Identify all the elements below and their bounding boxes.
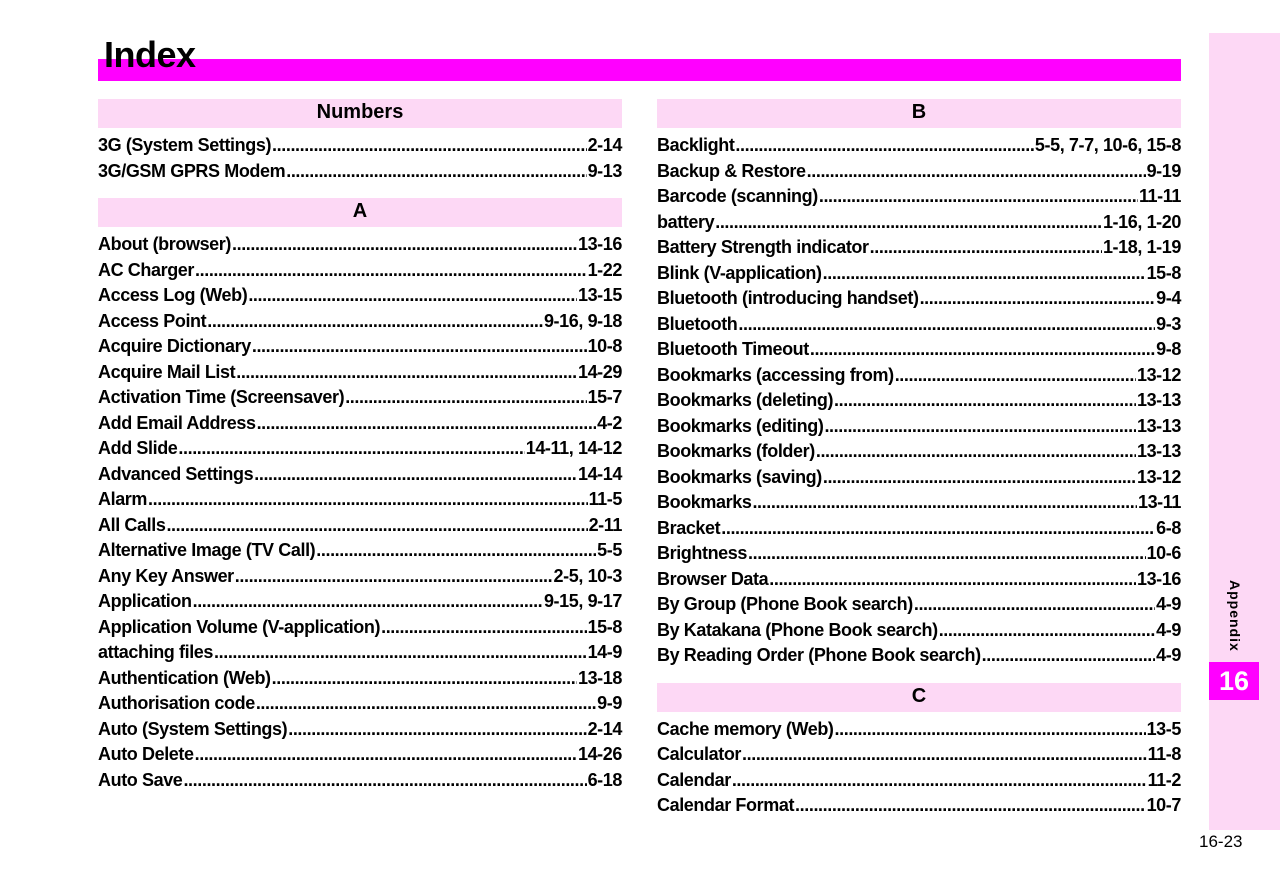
index-pages: 1-16, 1-20 — [1102, 211, 1181, 232]
index-pages: 13-13 — [1136, 390, 1181, 410]
leader-dots — [835, 717, 1146, 743]
index-term: Auto Save — [98, 769, 183, 790]
index-term: Bookmarks (editing) — [657, 415, 824, 436]
leader-dots — [920, 286, 1156, 312]
index-entry — [657, 717, 1181, 743]
index-entry — [657, 490, 1181, 516]
index-entry — [657, 414, 1181, 440]
index-entry — [98, 589, 622, 615]
index-term: Bookmarks — [657, 492, 752, 512]
index-term: Barcode (scanning) — [657, 186, 818, 206]
index-entry — [657, 337, 1181, 363]
index-term: Backup & Restore — [657, 160, 806, 181]
index-term: Acquire Mail List — [98, 361, 236, 382]
index-entry — [98, 487, 622, 513]
index-term: Bluetooth Timeout — [657, 339, 809, 359]
index-term: Battery Strength indicator — [657, 237, 869, 257]
leader-dots — [715, 210, 1102, 236]
index-entry — [98, 513, 622, 539]
index-pages: 10-8 — [587, 336, 622, 356]
leader-dots — [183, 768, 586, 794]
index-term: By Reading Order (Phone Book search) — [657, 645, 981, 665]
index-entry — [657, 618, 1181, 644]
index-entry — [98, 640, 622, 666]
index-entry — [98, 462, 622, 488]
index-term: 3G/GSM GPRS Modem — [98, 160, 286, 181]
leader-dots — [381, 615, 586, 641]
leader-dots — [982, 643, 1156, 669]
index-pages: 9-8 — [1156, 339, 1181, 359]
index-entry — [657, 793, 1181, 819]
leader-dots — [752, 490, 1137, 516]
leader-dots — [193, 589, 543, 615]
leader-dots — [195, 742, 577, 768]
leader-dots — [819, 184, 1138, 210]
leader-dots — [272, 666, 577, 692]
index-term: Bookmarks (accessing from) — [657, 364, 894, 385]
index-entry — [98, 258, 622, 284]
index-pages: 11-2 — [1147, 769, 1181, 790]
index-term: Backlight — [657, 135, 735, 155]
chapter-side-tab — [1209, 33, 1280, 830]
index-pages: 13-18 — [577, 667, 622, 688]
index-column-right — [657, 99, 1181, 819]
leader-dots — [288, 717, 586, 743]
section-spacer — [657, 669, 1181, 683]
leader-dots — [823, 465, 1136, 491]
leader-dots — [248, 283, 577, 309]
leader-dots — [252, 334, 587, 360]
leader-dots — [870, 235, 1102, 261]
index-term: Calendar — [657, 769, 731, 790]
index-pages: 5-5, 7-7, 10-6, 15-8 — [1034, 135, 1181, 155]
chapter-label: Appendix — [1227, 580, 1243, 652]
index-entry — [98, 691, 622, 717]
index-pages: 9-13 — [587, 160, 622, 181]
index-term: Add Slide — [98, 438, 178, 458]
index-entry — [98, 538, 622, 564]
index-column-left — [98, 99, 622, 793]
index-entry — [657, 286, 1181, 312]
index-term: Auto Delete — [98, 744, 194, 764]
index-pages: 14-11, 14-12 — [525, 438, 622, 458]
index-entry — [657, 133, 1181, 159]
index-term: Bookmarks (saving) — [657, 466, 822, 487]
index-entry — [98, 411, 622, 437]
leader-dots — [742, 742, 1147, 768]
index-pages: 13-12 — [1136, 364, 1181, 385]
index-entry — [98, 334, 622, 360]
index-pages: 10-6 — [1146, 543, 1181, 563]
page-title: Index — [104, 34, 196, 75]
leader-dots — [345, 385, 586, 411]
leader-dots — [738, 312, 1155, 338]
index-entry — [657, 388, 1181, 414]
index-entry — [657, 592, 1181, 618]
index-entry — [657, 184, 1181, 210]
index-pages: 13-13 — [1136, 415, 1181, 436]
leader-dots — [316, 538, 596, 564]
index-entry — [657, 567, 1181, 593]
index-term: Application Volume (V-application) — [98, 616, 381, 637]
index-term: Calculator — [657, 744, 742, 764]
leader-dots — [895, 363, 1136, 389]
index-pages: 5-5 — [597, 540, 622, 560]
section-heading: C — [657, 683, 1181, 712]
index-pages: 9-15, 9-17 — [543, 591, 622, 611]
index-term: 3G (System Settings) — [98, 135, 272, 155]
index-term: Authentication (Web) — [98, 667, 271, 688]
index-entry — [98, 768, 622, 794]
leader-dots — [257, 411, 597, 437]
index-entry — [98, 742, 622, 768]
leader-dots — [214, 640, 587, 666]
index-pages: 4-9 — [1156, 645, 1181, 665]
leader-dots — [823, 261, 1146, 287]
leader-dots — [769, 567, 1136, 593]
index-pages: 9-3 — [1156, 313, 1181, 334]
index-pages: 14-29 — [577, 361, 622, 382]
leader-dots — [735, 133, 1033, 159]
index-pages: 1-18, 1-19 — [1102, 237, 1181, 257]
index-pages: 2-5, 10-3 — [553, 565, 622, 586]
leader-dots — [748, 541, 1146, 567]
leader-dots — [235, 564, 553, 590]
index-term: Bluetooth — [657, 313, 738, 334]
section-heading: Numbers — [98, 99, 622, 128]
index-entry — [657, 541, 1181, 567]
index-entry — [98, 385, 622, 411]
index-entry — [657, 235, 1181, 261]
index-pages: 1-22 — [587, 259, 622, 280]
index-entry — [657, 768, 1181, 794]
index-entry — [657, 516, 1181, 542]
leader-dots — [721, 516, 1155, 542]
section-heading: A — [98, 198, 622, 227]
index-pages: 2-14 — [587, 135, 622, 155]
index-pages: 10-7 — [1146, 795, 1181, 815]
index-entry — [98, 309, 622, 335]
index-pages: 6-8 — [1156, 517, 1181, 538]
index-pages: 13-16 — [1136, 568, 1181, 589]
section-spacer — [98, 184, 622, 198]
index-entry — [657, 159, 1181, 185]
leader-dots — [939, 618, 1155, 644]
index-term: Auto (System Settings) — [98, 718, 288, 739]
index-pages: 9-9 — [597, 693, 622, 713]
index-pages: 13-16 — [577, 234, 622, 254]
leader-dots — [178, 436, 524, 462]
index-pages: 11-8 — [1147, 744, 1181, 764]
leader-dots — [232, 232, 577, 258]
leader-dots — [256, 691, 596, 717]
leader-dots — [286, 159, 586, 185]
index-term: By Group (Phone Book search) — [657, 594, 913, 614]
index-term: Browser Data — [657, 568, 769, 589]
index-term: Any Key Answer — [98, 565, 234, 586]
index-entry — [98, 436, 622, 462]
index-pages: 4-9 — [1156, 594, 1181, 614]
leader-dots — [834, 388, 1136, 414]
index-entry — [98, 666, 622, 692]
index-pages: 2-14 — [587, 718, 622, 739]
index-pages: 9-19 — [1146, 160, 1181, 181]
index-entry — [98, 564, 622, 590]
leader-dots — [254, 462, 577, 488]
index-pages: 2-11 — [588, 514, 622, 535]
index-entry — [657, 210, 1181, 236]
index-entry — [657, 643, 1181, 669]
index-term: Access Point — [98, 310, 207, 331]
index-term: Brightness — [657, 543, 748, 563]
index-pages: 14-26 — [577, 744, 622, 764]
index-pages: 14-14 — [577, 463, 622, 484]
index-term: Calendar Format — [657, 795, 795, 815]
index-term: Alternative Image (TV Call) — [98, 540, 316, 560]
leader-dots — [816, 439, 1136, 465]
leader-dots — [166, 513, 587, 539]
index-term: Cache memory (Web) — [657, 718, 834, 739]
index-entry — [657, 312, 1181, 338]
index-term: AC Charger — [98, 259, 195, 280]
leader-dots — [148, 487, 588, 513]
chapter-number: 16 — [1209, 662, 1259, 700]
index-entry — [657, 261, 1181, 287]
leader-dots — [914, 592, 1155, 618]
index-term: attaching files — [98, 642, 214, 662]
index-entry — [657, 363, 1181, 389]
index-pages: 11-11 — [1138, 186, 1181, 206]
index-term: Access Log (Web) — [98, 285, 248, 305]
index-entry — [657, 742, 1181, 768]
index-term: Alarm — [98, 489, 148, 509]
index-pages: 14-9 — [587, 642, 622, 662]
index-pages: 13-12 — [1136, 466, 1181, 487]
leader-dots — [807, 159, 1146, 185]
leader-dots — [272, 133, 587, 159]
index-term: By Katakana (Phone Book search) — [657, 619, 938, 640]
index-entry — [657, 465, 1181, 491]
index-term: Bluetooth (introducing handset) — [657, 288, 919, 308]
leader-dots — [824, 414, 1136, 440]
index-term: battery — [657, 211, 715, 232]
index-pages: 15-8 — [1146, 262, 1181, 283]
index-entry — [657, 439, 1181, 465]
index-pages: 4-2 — [597, 412, 622, 433]
page-number: 16-23 — [1199, 832, 1243, 851]
index-entry — [98, 283, 622, 309]
index-entry — [98, 159, 622, 185]
index-term: Bookmarks (folder) — [657, 441, 815, 461]
index-entry — [98, 133, 622, 159]
index-entry — [98, 615, 622, 641]
index-term: Advanced Settings — [98, 463, 254, 484]
section-heading: B — [657, 99, 1181, 128]
index-term: Bookmarks (deleting) — [657, 390, 834, 410]
index-term: Activation Time (Screensaver) — [98, 387, 345, 407]
leader-dots — [207, 309, 543, 335]
index-term: Blink (V-application) — [657, 262, 822, 283]
index-entry — [98, 360, 622, 386]
index-pages: 13-15 — [577, 285, 622, 305]
leader-dots — [732, 768, 1147, 794]
index-term: Add Email Address — [98, 412, 256, 433]
leader-dots — [195, 258, 587, 284]
index-entry — [98, 717, 622, 743]
index-pages: 15-8 — [587, 616, 622, 637]
title-bar — [98, 59, 1181, 81]
leader-dots — [795, 793, 1146, 819]
index-pages: 9-4 — [1156, 288, 1181, 308]
index-term: About (browser) — [98, 234, 231, 254]
index-term: Bracket — [657, 517, 721, 538]
index-term: Authorisation code — [98, 693, 255, 713]
index-entry — [98, 232, 622, 258]
index-pages: 13-11 — [1137, 492, 1181, 512]
index-pages: 6-18 — [587, 769, 622, 790]
index-term: Application — [98, 591, 192, 611]
index-term: Acquire Dictionary — [98, 336, 251, 356]
index-pages: 13-5 — [1146, 718, 1181, 739]
index-pages: 15-7 — [587, 387, 622, 407]
leader-dots — [810, 337, 1155, 363]
index-term: All Calls — [98, 514, 166, 535]
index-pages: 13-13 — [1136, 441, 1181, 461]
index-pages: 4-9 — [1156, 619, 1181, 640]
index-pages: 9-16, 9-18 — [543, 310, 622, 331]
leader-dots — [236, 360, 577, 386]
index-pages: 11-5 — [588, 489, 622, 509]
